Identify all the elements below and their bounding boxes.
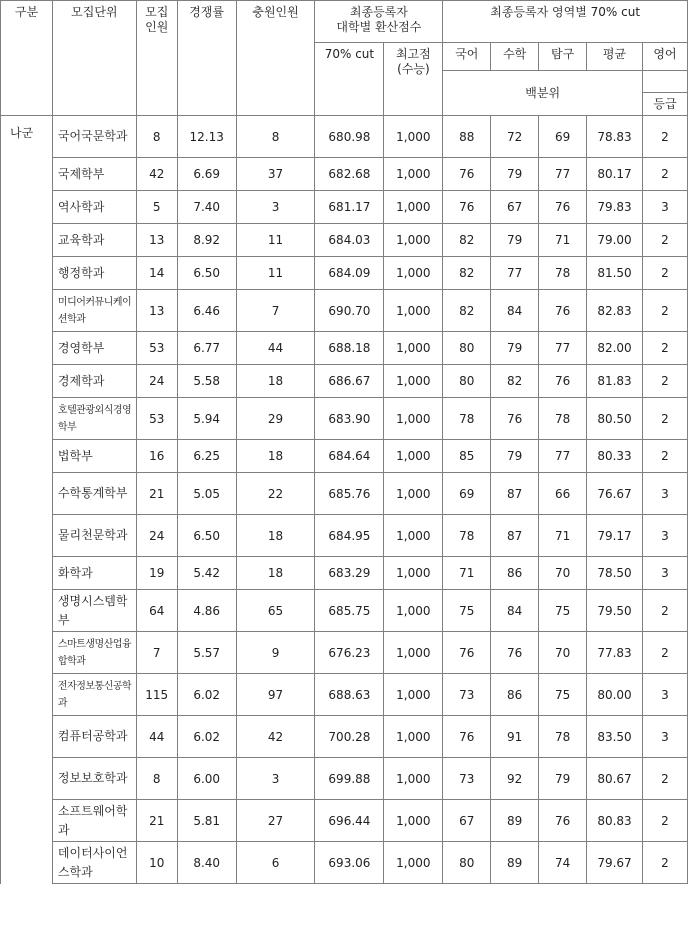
max-cell: 1,000 — [384, 557, 443, 590]
math-cell: 89 — [491, 842, 539, 884]
cut70-cell: 676.23 — [315, 632, 384, 674]
average-cell: 80.50 — [587, 398, 643, 440]
korean-cell: 76 — [443, 716, 491, 758]
unit-cell: 정보보호학과 — [52, 758, 136, 800]
competition-cell: 5.58 — [177, 365, 236, 398]
max-cell: 1,000 — [384, 758, 443, 800]
additional-cell: 27 — [236, 800, 315, 842]
additional-cell: 29 — [236, 398, 315, 440]
average-cell: 82.83 — [587, 290, 643, 332]
inquiry-cell: 76 — [539, 365, 587, 398]
quota-cell: 64 — [136, 590, 177, 632]
additional-cell: 18 — [236, 557, 315, 590]
unit-cell: 행정학과 — [52, 257, 136, 290]
competition-cell: 6.50 — [177, 257, 236, 290]
average-cell: 79.17 — [587, 515, 643, 557]
competition-cell: 12.13 — [177, 116, 236, 158]
unit-cell: 교육학과 — [52, 224, 136, 257]
header-max: 최고점 (수능) — [384, 43, 443, 116]
quota-cell: 53 — [136, 398, 177, 440]
quota-cell: 13 — [136, 290, 177, 332]
unit-cell: 역사학과 — [52, 191, 136, 224]
average-cell: 79.00 — [587, 224, 643, 257]
header-quota: 모집 인원 — [136, 1, 177, 116]
table-row — [1, 440, 688, 473]
unit-cell: 물리천문학과 — [52, 515, 136, 557]
inquiry-cell: 71 — [539, 224, 587, 257]
competition-cell: 7.40 — [177, 191, 236, 224]
additional-cell: 3 — [236, 191, 315, 224]
competition-cell: 6.77 — [177, 332, 236, 365]
korean-cell: 76 — [443, 191, 491, 224]
english-cell: 3 — [642, 557, 687, 590]
average-cell: 79.83 — [587, 191, 643, 224]
unit-cell: 경제학과 — [52, 365, 136, 398]
max-cell: 1,000 — [384, 158, 443, 191]
table-row — [1, 590, 688, 632]
cut70-cell: 681.17 — [315, 191, 384, 224]
quota-cell: 8 — [136, 758, 177, 800]
max-cell: 1,000 — [384, 332, 443, 365]
max-cell: 1,000 — [384, 290, 443, 332]
korean-cell: 85 — [443, 440, 491, 473]
cut70-cell: 683.29 — [315, 557, 384, 590]
korean-cell: 88 — [443, 116, 491, 158]
math-cell: 86 — [491, 674, 539, 716]
quota-cell: 21 — [136, 800, 177, 842]
cut70-cell: 680.98 — [315, 116, 384, 158]
table-row — [1, 224, 688, 257]
korean-cell: 78 — [443, 398, 491, 440]
cut70-cell: 685.76 — [315, 473, 384, 515]
max-cell: 1,000 — [384, 116, 443, 158]
table-row — [1, 473, 688, 515]
inquiry-cell: 78 — [539, 716, 587, 758]
average-cell: 78.50 — [587, 557, 643, 590]
english-cell: 2 — [642, 290, 687, 332]
inquiry-cell: 66 — [539, 473, 587, 515]
additional-cell: 11 — [236, 257, 315, 290]
competition-cell: 6.50 — [177, 515, 236, 557]
inquiry-cell: 76 — [539, 290, 587, 332]
quota-cell: 42 — [136, 158, 177, 191]
average-cell: 76.67 — [587, 473, 643, 515]
english-cell: 2 — [642, 632, 687, 674]
max-cell: 1,000 — [384, 473, 443, 515]
competition-cell: 6.46 — [177, 290, 236, 332]
header-group: 구분 — [1, 1, 53, 116]
table-row — [1, 158, 688, 191]
average-cell: 80.17 — [587, 158, 643, 191]
additional-cell: 18 — [236, 515, 315, 557]
korean-cell: 80 — [443, 365, 491, 398]
max-cell: 1,000 — [384, 590, 443, 632]
header-percentile: 백분위 — [443, 71, 643, 116]
competition-cell: 6.69 — [177, 158, 236, 191]
average-cell: 81.50 — [587, 257, 643, 290]
average-cell: 80.67 — [587, 758, 643, 800]
competition-cell: 5.94 — [177, 398, 236, 440]
quota-cell: 53 — [136, 332, 177, 365]
unit-cell: 수학통계학부 — [52, 473, 136, 515]
max-cell: 1,000 — [384, 674, 443, 716]
table-row — [1, 515, 688, 557]
math-cell: 84 — [491, 290, 539, 332]
math-cell: 84 — [491, 590, 539, 632]
cut70-cell: 700.28 — [315, 716, 384, 758]
korean-cell: 73 — [443, 758, 491, 800]
additional-cell: 97 — [236, 674, 315, 716]
average-cell: 80.83 — [587, 800, 643, 842]
cut70-cell: 696.44 — [315, 800, 384, 842]
additional-cell: 44 — [236, 332, 315, 365]
inquiry-cell: 78 — [539, 257, 587, 290]
math-cell: 87 — [491, 515, 539, 557]
header-additional: 충원인원 — [236, 1, 315, 116]
additional-cell: 65 — [236, 590, 315, 632]
math-cell: 91 — [491, 716, 539, 758]
inquiry-cell: 79 — [539, 758, 587, 800]
cut70-cell: 683.90 — [315, 398, 384, 440]
quota-cell: 24 — [136, 515, 177, 557]
cut70-cell: 686.67 — [315, 365, 384, 398]
additional-cell: 6 — [236, 842, 315, 884]
header-english: 영어 — [642, 43, 687, 71]
table-row — [1, 557, 688, 590]
english-cell: 3 — [642, 191, 687, 224]
inquiry-cell: 77 — [539, 440, 587, 473]
header-cut70: 70% cut — [315, 43, 384, 116]
average-cell: 83.50 — [587, 716, 643, 758]
math-cell: 82 — [491, 365, 539, 398]
quota-cell: 7 — [136, 632, 177, 674]
additional-cell: 11 — [236, 224, 315, 257]
unit-cell: 데이터사이언스학과 — [52, 842, 136, 884]
competition-cell: 8.92 — [177, 224, 236, 257]
korean-cell: 82 — [443, 224, 491, 257]
inquiry-cell: 77 — [539, 332, 587, 365]
inquiry-cell: 78 — [539, 398, 587, 440]
math-cell: 87 — [491, 473, 539, 515]
header-unit: 모집단위 — [52, 1, 136, 116]
header-average: 평균 — [587, 43, 643, 71]
average-cell: 80.00 — [587, 674, 643, 716]
english-cell: 3 — [642, 674, 687, 716]
average-cell: 79.67 — [587, 842, 643, 884]
header-inquiry: 탐구 — [539, 43, 587, 71]
math-cell: 76 — [491, 398, 539, 440]
cut70-cell: 684.03 — [315, 224, 384, 257]
korean-cell: 80 — [443, 842, 491, 884]
average-cell: 82.00 — [587, 332, 643, 365]
inquiry-cell: 75 — [539, 590, 587, 632]
math-cell: 79 — [491, 332, 539, 365]
english-cell: 2 — [642, 590, 687, 632]
competition-cell: 4.86 — [177, 590, 236, 632]
english-cell: 3 — [642, 716, 687, 758]
english-cell: 2 — [642, 257, 687, 290]
table-row — [1, 116, 688, 158]
quota-cell: 115 — [136, 674, 177, 716]
korean-cell: 76 — [443, 632, 491, 674]
table-row — [1, 365, 688, 398]
math-cell: 79 — [491, 440, 539, 473]
math-cell: 76 — [491, 632, 539, 674]
unit-cell: 생명시스템학부 — [52, 590, 136, 632]
competition-cell: 6.02 — [177, 716, 236, 758]
header-math: 수학 — [491, 43, 539, 71]
table-row — [1, 716, 688, 758]
unit-cell: 호텔관광외식경영학부 — [52, 398, 136, 440]
english-cell: 2 — [642, 800, 687, 842]
quota-cell: 16 — [136, 440, 177, 473]
math-cell: 79 — [491, 158, 539, 191]
english-cell: 2 — [642, 224, 687, 257]
english-cell: 3 — [642, 473, 687, 515]
unit-cell: 미디어커뮤니케이션학과 — [52, 290, 136, 332]
table-row — [1, 632, 688, 674]
additional-cell: 42 — [236, 716, 315, 758]
group-cell: 나군 — [1, 116, 53, 884]
english-cell: 2 — [642, 116, 687, 158]
unit-cell: 화학과 — [52, 557, 136, 590]
inquiry-cell: 69 — [539, 116, 587, 158]
korean-cell: 73 — [443, 674, 491, 716]
korean-cell: 82 — [443, 290, 491, 332]
english-cell: 2 — [642, 158, 687, 191]
quota-cell: 24 — [136, 365, 177, 398]
average-cell: 80.33 — [587, 440, 643, 473]
additional-cell: 7 — [236, 290, 315, 332]
competition-cell: 5.05 — [177, 473, 236, 515]
additional-cell: 18 — [236, 440, 315, 473]
korean-cell: 78 — [443, 515, 491, 557]
cut70-cell: 684.95 — [315, 515, 384, 557]
inquiry-cell: 77 — [539, 158, 587, 191]
competition-cell: 6.25 — [177, 440, 236, 473]
math-cell: 79 — [491, 224, 539, 257]
korean-cell: 82 — [443, 257, 491, 290]
unit-cell: 경영학부 — [52, 332, 136, 365]
quota-cell: 44 — [136, 716, 177, 758]
quota-cell: 5 — [136, 191, 177, 224]
quota-cell: 8 — [136, 116, 177, 158]
additional-cell: 37 — [236, 158, 315, 191]
cut70-cell: 684.09 — [315, 257, 384, 290]
inquiry-cell: 75 — [539, 674, 587, 716]
max-cell: 1,000 — [384, 398, 443, 440]
cut70-cell: 688.18 — [315, 332, 384, 365]
quota-cell: 13 — [136, 224, 177, 257]
english-cell: 3 — [642, 515, 687, 557]
korean-cell: 69 — [443, 473, 491, 515]
math-cell: 72 — [491, 116, 539, 158]
max-cell: 1,000 — [384, 191, 443, 224]
math-cell: 86 — [491, 557, 539, 590]
cut70-cell: 693.06 — [315, 842, 384, 884]
table-body — [1, 116, 688, 884]
table-row — [1, 674, 688, 716]
quota-cell: 21 — [136, 473, 177, 515]
cut70-cell: 688.63 — [315, 674, 384, 716]
english-cell: 2 — [642, 398, 687, 440]
average-cell: 77.83 — [587, 632, 643, 674]
additional-cell: 9 — [236, 632, 315, 674]
inquiry-cell: 70 — [539, 632, 587, 674]
english-cell: 2 — [642, 842, 687, 884]
max-cell: 1,000 — [384, 365, 443, 398]
max-cell: 1,000 — [384, 800, 443, 842]
inquiry-cell: 76 — [539, 800, 587, 842]
max-cell: 1,000 — [384, 224, 443, 257]
competition-cell: 5.42 — [177, 557, 236, 590]
cut70-cell: 682.68 — [315, 158, 384, 191]
cut70-cell: 684.64 — [315, 440, 384, 473]
math-cell: 77 — [491, 257, 539, 290]
english-cell: 2 — [642, 758, 687, 800]
table-row — [1, 257, 688, 290]
korean-cell: 67 — [443, 800, 491, 842]
inquiry-cell: 74 — [539, 842, 587, 884]
max-cell: 1,000 — [384, 842, 443, 884]
math-cell: 92 — [491, 758, 539, 800]
table-row — [1, 842, 688, 884]
max-cell: 1,000 — [384, 515, 443, 557]
max-cell: 1,000 — [384, 257, 443, 290]
table-row — [1, 800, 688, 842]
unit-cell: 국어국문학과 — [52, 116, 136, 158]
quota-cell: 19 — [136, 557, 177, 590]
cut70-cell: 699.88 — [315, 758, 384, 800]
korean-cell: 75 — [443, 590, 491, 632]
english-cell: 2 — [642, 365, 687, 398]
unit-cell: 컴퓨터공학과 — [52, 716, 136, 758]
quota-cell: 14 — [136, 257, 177, 290]
quota-cell: 10 — [136, 842, 177, 884]
competition-cell: 5.57 — [177, 632, 236, 674]
math-cell: 67 — [491, 191, 539, 224]
additional-cell: 8 — [236, 116, 315, 158]
unit-cell: 전자정보통신공학과 — [52, 674, 136, 716]
inquiry-cell: 76 — [539, 191, 587, 224]
english-cell: 2 — [642, 440, 687, 473]
table-row — [1, 758, 688, 800]
header-final-score: 최종등록자 대학별 환산점수 — [315, 1, 443, 43]
table-row — [1, 398, 688, 440]
table-row — [1, 191, 688, 224]
header-korean: 국어 — [443, 43, 491, 71]
competition-cell: 6.02 — [177, 674, 236, 716]
additional-cell: 22 — [236, 473, 315, 515]
header-competition: 경쟁률 — [177, 1, 236, 116]
max-cell: 1,000 — [384, 632, 443, 674]
header-area-cut: 최종등록자 영역별 70% cut — [443, 1, 688, 43]
average-cell: 79.50 — [587, 590, 643, 632]
inquiry-cell: 70 — [539, 557, 587, 590]
header-grade-label: 등급 — [642, 93, 687, 116]
cut70-cell: 685.75 — [315, 590, 384, 632]
average-cell: 78.83 — [587, 116, 643, 158]
english-cell: 2 — [642, 332, 687, 365]
unit-cell: 국제학부 — [52, 158, 136, 191]
korean-cell: 80 — [443, 332, 491, 365]
additional-cell: 3 — [236, 758, 315, 800]
korean-cell: 71 — [443, 557, 491, 590]
header-grade — [642, 71, 687, 93]
korean-cell: 76 — [443, 158, 491, 191]
table-row — [1, 290, 688, 332]
average-cell: 81.83 — [587, 365, 643, 398]
inquiry-cell: 71 — [539, 515, 587, 557]
cut70-cell: 690.70 — [315, 290, 384, 332]
table-row — [1, 332, 688, 365]
max-cell: 1,000 — [384, 440, 443, 473]
unit-cell: 소프트웨어학과 — [52, 800, 136, 842]
additional-cell: 18 — [236, 365, 315, 398]
competition-cell: 6.00 — [177, 758, 236, 800]
competition-cell: 5.81 — [177, 800, 236, 842]
competition-cell: 8.40 — [177, 842, 236, 884]
unit-cell: 스마트생명산업융합학과 — [52, 632, 136, 674]
max-cell: 1,000 — [384, 716, 443, 758]
unit-cell: 법학부 — [52, 440, 136, 473]
math-cell: 89 — [491, 800, 539, 842]
